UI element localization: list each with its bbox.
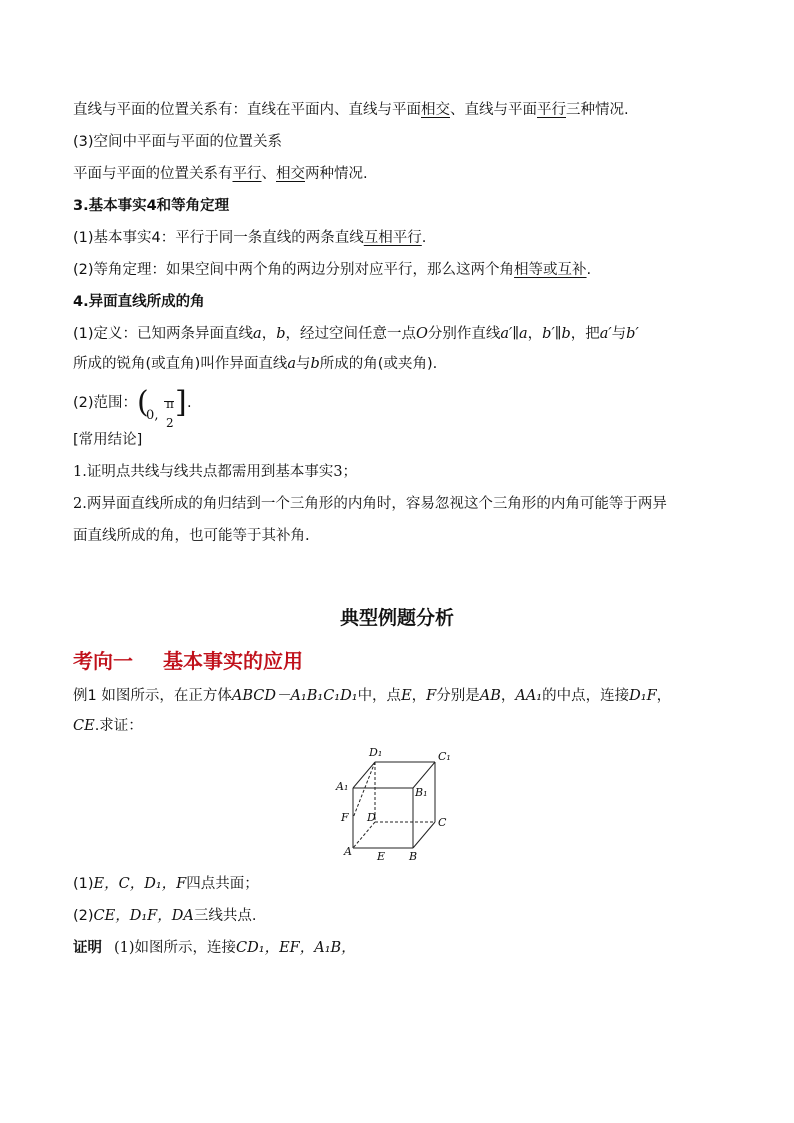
text: 分别作直线 (427, 326, 501, 342)
text: (2)范围： (73, 395, 138, 411)
text: ， (656, 688, 672, 704)
paragraph-equal-angle (73, 260, 734, 280)
text: . (421, 230, 427, 246)
label-b: B (409, 850, 418, 863)
conclusion-1: 1.证明点共线与线共点都需用到基本事实3； (73, 464, 358, 480)
text: (1) (73, 876, 94, 892)
text: 、 (261, 166, 276, 182)
right-bracket: ] (175, 385, 187, 420)
text: 四点共面； (186, 876, 259, 892)
section-heading-4: 4.异面直线所成的角 (73, 294, 205, 310)
left-bracket: ( (137, 385, 149, 420)
cube-figure (333, 742, 463, 864)
label-c1: C₁ (438, 750, 451, 763)
text: 三线共点. (193, 908, 257, 924)
text: . (187, 395, 192, 411)
math-expr: a′ (599, 326, 612, 342)
text: .求证： (94, 718, 143, 734)
edge-a1d1 (353, 762, 375, 788)
math-expr: E，C，D₁，F (93, 876, 187, 892)
text: 平面与平面的位置关系有 (73, 166, 233, 182)
math-var: AB (479, 688, 501, 704)
text: ， (411, 688, 427, 704)
text: 两种情况. (305, 166, 368, 182)
label-e: E (377, 850, 386, 863)
paragraph-definition-cont (73, 354, 734, 374)
text: ，经过空间任意一点 (285, 326, 416, 342)
interval-expression (137, 383, 187, 430)
text: ，把 (570, 326, 600, 342)
label-d1: D₁ (369, 746, 383, 759)
question-1 (73, 874, 734, 894)
math-expr: CD₁，EF，A₁B， (236, 940, 356, 956)
underlined-answer: 相交 (276, 166, 305, 182)
question-2 (73, 906, 734, 926)
section-heading-3: 3.基本事实4和等角定理 (73, 198, 230, 214)
math-var: CE (73, 718, 95, 734)
math-var: F (426, 688, 437, 704)
fraction-numerator: π (166, 397, 174, 411)
text: (1)定义：已知两条异面直线 (73, 326, 254, 342)
text: . (586, 262, 592, 278)
math-var: a (287, 356, 296, 372)
example-1-text-cont (73, 716, 734, 736)
fraction-denominator: 2 (166, 416, 174, 430)
math-var: b (276, 326, 286, 342)
paragraph-range (73, 382, 734, 430)
math-var: b (310, 356, 320, 372)
hidden-segment-d1f (353, 762, 375, 818)
text: 与 (295, 356, 311, 372)
paragraph-fact4 (73, 228, 734, 248)
text: (2) (73, 908, 94, 924)
direction-name: 基本事实的应用 (163, 649, 303, 673)
text: 中，点 (357, 688, 402, 704)
math-expr: b′∥b (542, 326, 571, 342)
example-1-text (73, 686, 734, 706)
conclusion-2-cont: 面直线所成的角，也可能等于其补角. (73, 528, 310, 544)
math-var: D₁F (629, 688, 657, 704)
text: (1)如图所示，连接 (114, 940, 237, 956)
label-a: A (344, 845, 352, 858)
underlined-answer: 互相平行 (363, 230, 422, 246)
common-conclusions-heading: [常用结论] (73, 432, 143, 448)
text: 、直线与平面 (450, 102, 537, 118)
paragraph-line-position-relation (73, 100, 734, 120)
label-f: F (341, 811, 349, 824)
edge-cb (413, 822, 435, 848)
interval-lower: 0, (146, 408, 159, 423)
label-c: C (438, 816, 447, 829)
paragraph-definition (73, 324, 734, 344)
text: 与 (611, 326, 627, 342)
paragraph-subheading: (3)空间中平面与平面的位置关系 (73, 134, 283, 150)
math-expr: ABCD－A₁B₁C₁D₁ (231, 688, 358, 704)
text: ， (261, 326, 277, 342)
text: 例1 如图所示，在正方体 (73, 688, 232, 704)
text: (2)等角定理：如果空间中两个角的两边分别对应平行，那么这两个角 (73, 262, 515, 278)
label-b1: B₁ (415, 786, 428, 799)
math-expr: b′ (626, 326, 639, 342)
underlined-answer: 相等或互补 (514, 262, 587, 278)
text: 分别是 (436, 688, 480, 704)
math-expr: a′∥a (500, 326, 528, 342)
text: 所成的角(或夹角). (319, 356, 438, 372)
math-var: O (416, 326, 428, 342)
text: (1)基本事实4：平行于同一条直线的两条直线 (73, 230, 364, 246)
text: ， (527, 326, 543, 342)
text: 三种情况. (566, 102, 629, 118)
math-var: AA₁ (515, 688, 543, 704)
underlined-answer: 相交 (421, 102, 450, 118)
underlined-answer: 平行 (537, 102, 566, 118)
text: 直线与平面的位置关系有：直线在平面内、直线与平面 (73, 102, 421, 118)
math-var: a (253, 326, 262, 342)
direction-number: 考向一 (73, 649, 133, 673)
proof-line (73, 938, 734, 958)
direction-title (73, 645, 303, 674)
edge-c1b1 (413, 762, 435, 788)
section-title: 典型例题分析 (339, 607, 454, 629)
hidden-edge-da (353, 822, 375, 848)
conclusion-2: 2.两异面直线所成的角归结到一个三角形的内角时，容易忽视这个三角形的内角可能等于两异 (73, 496, 667, 512)
label-a1: A₁ (336, 780, 349, 793)
proof-label: 证明 (73, 939, 102, 956)
text: 的中点，连接 (542, 688, 630, 704)
paragraph-plane-relation (73, 164, 734, 184)
label-d: D (367, 811, 376, 824)
math-expr: CE，D₁F，DA (93, 908, 194, 924)
underlined-answer: 平行 (232, 166, 262, 182)
text: ， (500, 688, 516, 704)
text: 所成的锐角(或直角)叫作异面直线 (73, 356, 288, 372)
math-var: E (401, 688, 412, 704)
